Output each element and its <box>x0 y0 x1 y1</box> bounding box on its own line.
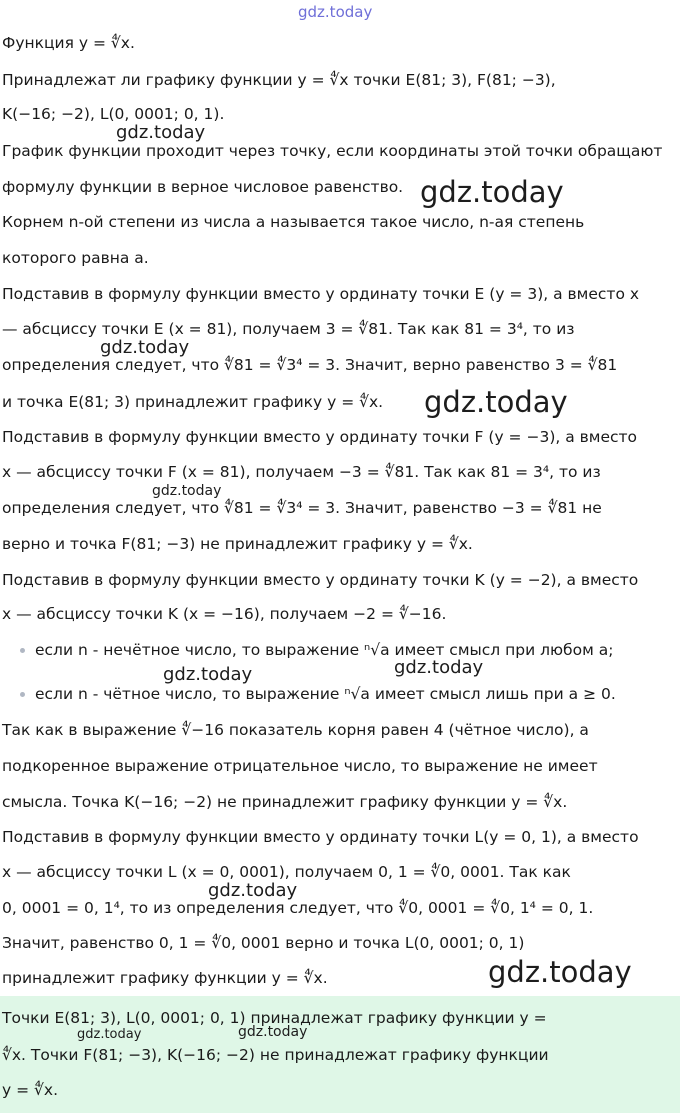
line-e-2: — абсциссу точки E (x = 81), получаем 3 = ∜81. Так как 81 = 3⁴, то из <box>2 320 575 338</box>
line-rule-1: График функции проходит через точку, если координаты этой точки обращают <box>2 142 663 160</box>
line-definition-1: Корнем n-ой степени из числа a называется такое число, n-ая степень <box>2 213 585 231</box>
watermark: gdz.today <box>152 483 222 499</box>
watermark: gdz.today <box>420 175 564 209</box>
watermark: gdz.today <box>77 1027 142 1042</box>
watermark: gdz.today <box>100 337 190 358</box>
line-k-3: Так как в выражение ∜−16 показатель корня равен 4 (чётное число), а <box>2 721 589 739</box>
list-item-even: если n - чётное число, то выражение ⁿ√a имеет смысл лишь при a ≥ 0. <box>35 685 616 703</box>
answer-line-2: ∜x. Точки F(81; −3), K(−16; −2) не принадлежат графику функции <box>2 1046 549 1064</box>
list-bullet <box>20 692 25 697</box>
line-f-1: Подставив в формулу функции вместо y ординату точки F (y = −3), а вместо <box>2 428 638 446</box>
watermark: gdz.today <box>394 657 484 678</box>
line-k-5: смысла. Точка K(−16; −2) не принадлежит графику функции y = ∜x. <box>2 793 568 811</box>
line-e-4: и точка E(81; 3) принадлежит графику y = ∜x. <box>2 393 384 411</box>
watermark: gdz.today <box>208 880 298 901</box>
line-l-5: принадлежит графику функции y = ∜x. <box>2 969 328 987</box>
line-k-4: подкоренное выражение отрицательное число, то выражение не имеет <box>2 757 598 775</box>
line-e-3: определения следует, что ∜81 = ∜3⁴ = 3. Значит, верно равенство 3 = ∜81 <box>2 356 618 374</box>
line-rule-2: формулу функции в верное числовое равенство. <box>2 178 404 196</box>
line-definition-2: которого равна a. <box>2 249 149 267</box>
line-f-2: x — абсциссу точки F (x = 81), получаем −3 = ∜81. Так как 81 = 3⁴, то из <box>2 463 601 481</box>
answer-line-3: y = ∜x. <box>2 1081 58 1099</box>
line-question-1: Принадлежат ли графику функции y = ∜x точки E(81; 3), F(81; −3), <box>2 71 556 89</box>
line-l-3: 0, 0001 = 0, 1⁴, то из определения следует, что ∜0, 0001 = ∜0, 1⁴ = 0, 1. <box>2 899 594 917</box>
line-l-1: Подставив в формулу функции вместо y ординату точки L(y = 0, 1), а вместо <box>2 828 639 846</box>
watermark: gdz.today <box>488 955 632 989</box>
line-l-2: x — абсциссу точки L (x = 0, 0001), получаем 0, 1 = ∜0, 0001. Так как <box>2 863 571 881</box>
watermark: gdz.today <box>163 664 253 685</box>
line-f-4: верно и точка F(81; −3) не принадлежит графику y = ∜x. <box>2 535 473 553</box>
watermark: gdz.today <box>238 1024 308 1040</box>
answer-line-1: Точки E(81; 3), L(0, 0001; 0, 1) принадлежат графику функции y = <box>2 1009 547 1027</box>
watermark: gdz.today <box>298 3 373 21</box>
line-k-2: x — абсциссу точки K (x = −16), получаем −2 = ∜−16. <box>2 605 447 623</box>
line-e-1: Подставив в формулу функции вместо y ординату точки E (y = 3), а вместо x <box>2 285 640 303</box>
line-l-4: Значит, равенство 0, 1 = ∜0, 0001 верно и точка L(0, 0001; 0, 1) <box>2 934 525 952</box>
watermark: gdz.today <box>424 385 568 419</box>
list-item-odd: если n - нечётное число, то выражение ⁿ√a имеет смысл при любом a; <box>35 641 614 659</box>
line-f-3: определения следует, что ∜81 = ∜3⁴ = 3. Значит, равенство −3 = ∜81 не <box>2 499 602 517</box>
line-k-1: Подставив в формулу функции вместо y ординату точки K (y = −2), а вместо <box>2 571 639 589</box>
watermark: gdz.today <box>116 122 206 143</box>
line-question-2: K(−16; −2), L(0, 0001; 0, 1). <box>2 105 225 123</box>
line-function: Функция y = ∜x. <box>2 34 135 52</box>
list-bullet <box>20 648 25 653</box>
